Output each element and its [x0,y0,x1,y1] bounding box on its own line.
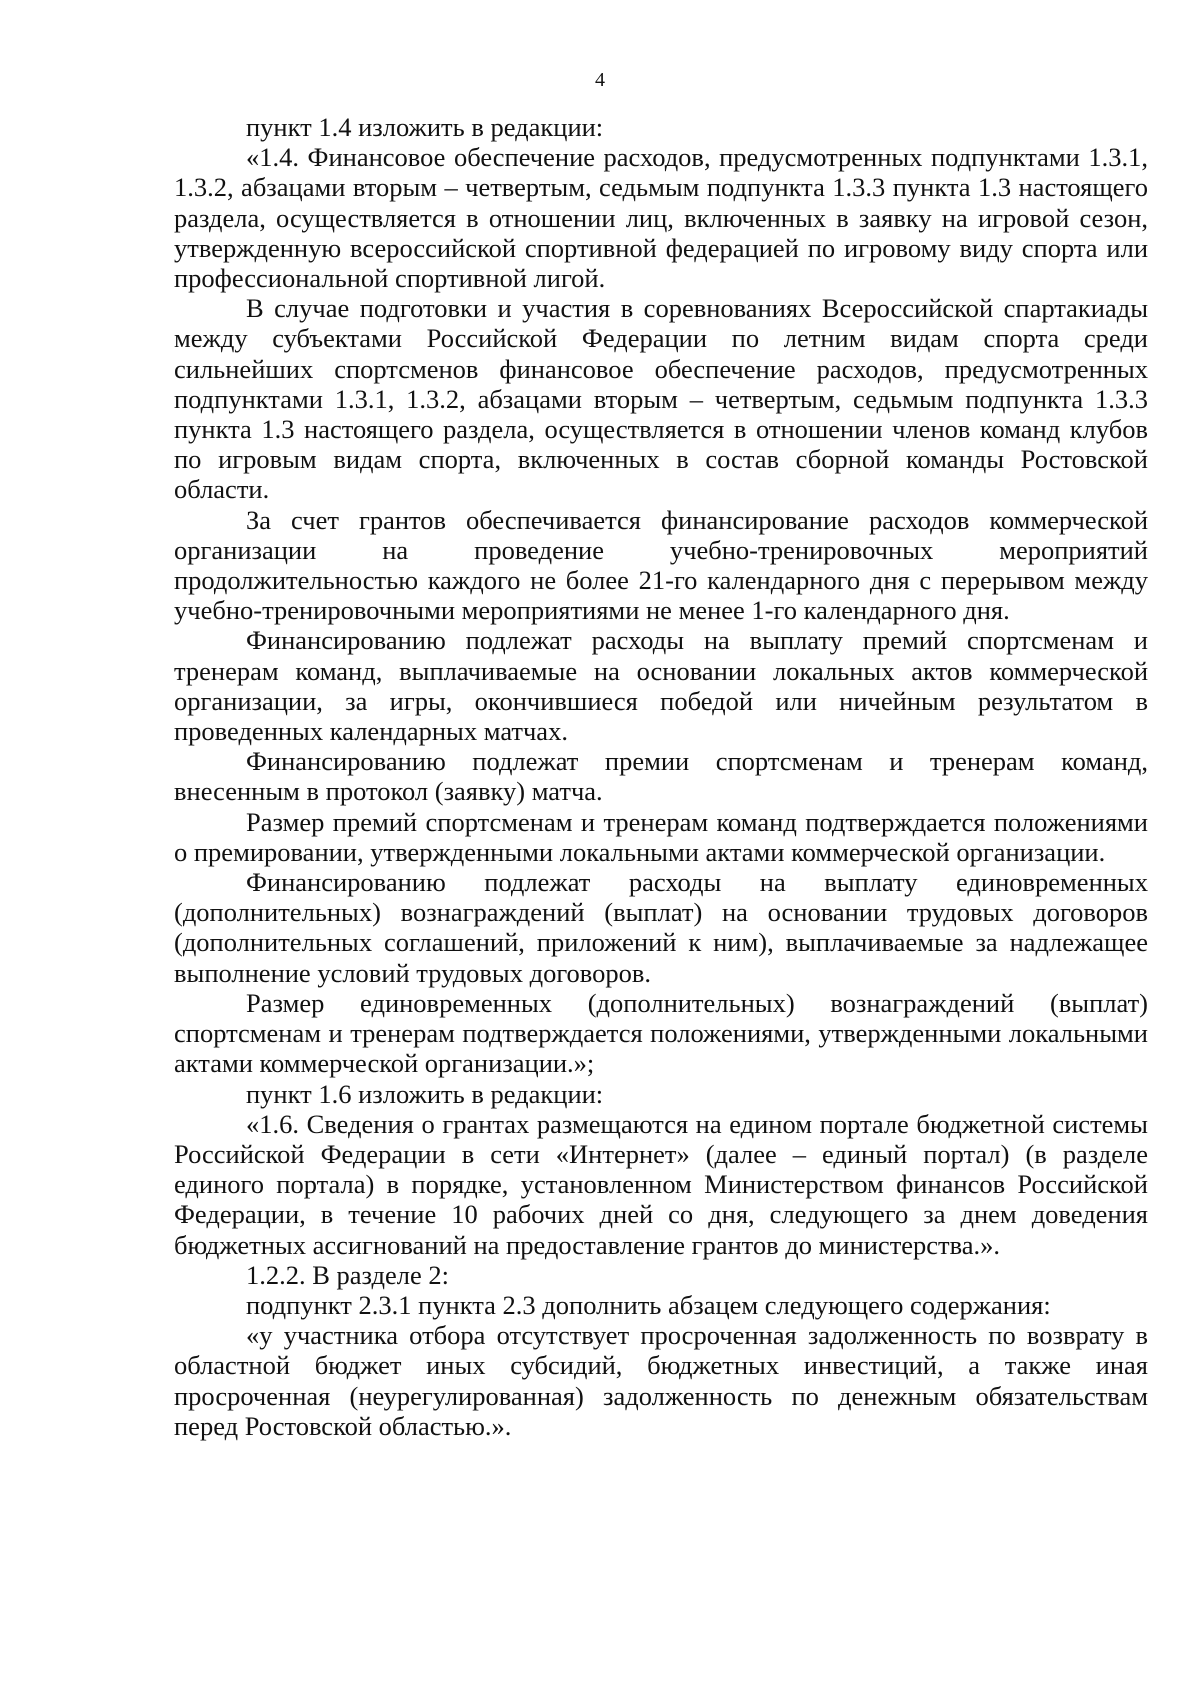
paragraph: Финансированию подлежат расходы на выплату единовременных (дополнительных) вознаграждений (выплат) на основании трудовых договоров (дополнительных соглашений, приложений к ним), выплачиваемые за надлежащее выполнение условий трудовых договоров. [174,867,1148,988]
document-body [174,112,1148,1441]
paragraph: Финансированию подлежат расходы на выплату премий спортсменам и тренерам команд, выплачиваемые на основании локальных актов коммерческой организации, за игры, окончившиеся победой или ничейным результатом в проведенных календарных матчах. [174,625,1148,747]
paragraph: Размер единовременных (дополнительных) вознаграждений (выплат) спортсменам и тренерам подтверждается положениями, утвержденными локальными актами коммерческой организации.»; [174,987,1148,1079]
paragraph: Финансированию подлежат премии спортсменам и тренерам команд, внесенным в протокол (заявку) матча. [174,746,1148,807]
paragraph: пункт 1.4 изложить в редакции: [246,112,604,142]
paragraph: «у участника отбора отсутствует просроченная задолженность по возврату в областной бюджет иных субсидий, бюджетных инвестиций, а также иная просроченная (неурегулированная) задолженность по денежным обязательствам перед Ростовской областью.». [174,1320,1148,1441]
paragraph: «1.4. Финансовое обеспечение расходов, предусмотренных подпунктами 1.3.1, 1.3.2, абзацами вторым – четвертым, седьмым подпункта 1.3.3 пункта 1.3 настоящего раздела, осуществляется в отношении лиц, включенных в заявку на игровой сезон, утвержденную всероссийской спортивной федерацией по игровому виду спорта или профессиональной спортивной лигой. [174,142,1148,294]
paragraph: 1.2.2. В разделе 2: [246,1259,450,1290]
paragraph: пункт 1.6 изложить в редакции: [246,1078,604,1109]
paragraph: Размер премий спортсменам и тренерам команд подтверждается положениями о премировании, утвержденными локальными актами коммерческой организации. [174,806,1148,867]
paragraph: «1.6. Сведения о грантах размещаются на едином портале бюджетной системы Российской Федерации в сети «Интернет» (далее – единый портал) (в разделе единого портала) в порядке, установленном Министерством финансов Российской Федерации, в течение 10 рабочих дней со дня, следующего за днем доведения бюджетных ассигнований на предоставление грантов до министерства.». [174,1108,1148,1260]
paragraph: подпункт 2.3.1 пункта 2.3 дополнить абзацем следующего содержания: [246,1289,1051,1320]
paragraph: За счет грантов обеспечивается финансирование расходов коммерческой организации на проведение учебно-тренировочных мероприятий продолжительностью каждого не более 21-го календарного дня с перерывом между учебно-тренировочными мероприятиями не менее 1-го календарного дня. [174,504,1148,626]
page-number: 4 [595,69,605,91]
paragraph: В случае подготовки и участия в соревнованиях Всероссийской спартакиады между субъектами Российской Федерации по летним видам спорта среди сильнейших спортсменов финансовое обеспечение расходов, предусмотренных подпунктами 1.3.1, 1.3.2, абзацами вторым – четвертым, седьмым подпункта 1.3.3 пункта 1.3 настоящего раздела, осуществляется в отношении членов команд клубов по игровым видам спорта, включенных в состав сборной команды Ростовской области. [174,293,1148,505]
